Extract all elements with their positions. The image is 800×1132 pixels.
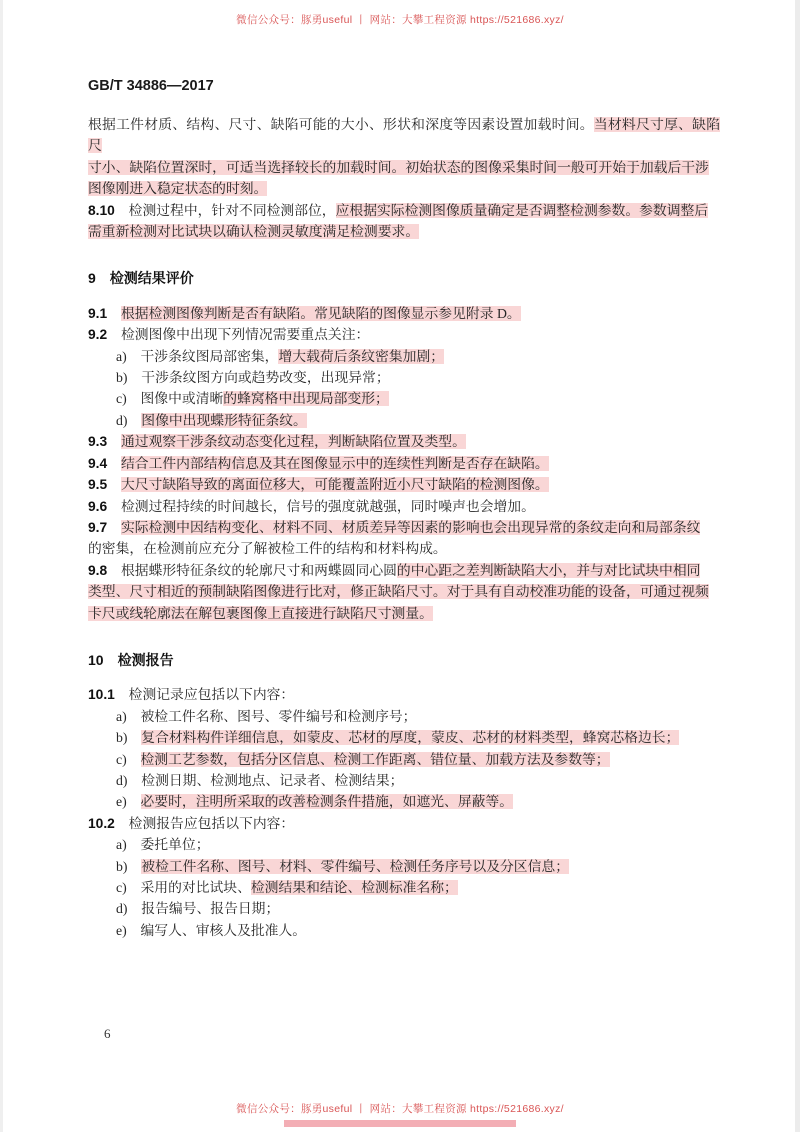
text-segment: 编写人、审核人及批准人。 (140, 922, 307, 938)
list-item (88, 791, 720, 812)
text-segment: 9.1 (88, 305, 121, 321)
text-segment: 的密集，在检测前应充分了解被检工件的结构和材料构成。 (88, 541, 447, 557)
text-segment: 采用的对比试块、 (140, 880, 251, 895)
highlighted-text: 当材料尺寸厚、缺陷尺 (88, 117, 721, 154)
text-segment: 9.3 (88, 434, 121, 450)
highlighted-text: 根据检测图像判断是否有缺陷。常见缺陷的图像显示参见附录 D。 (120, 305, 521, 321)
text-segment: c) (116, 751, 141, 767)
list-item (88, 877, 720, 898)
text-line (116, 834, 720, 855)
list-item (88, 834, 720, 855)
text-line (88, 157, 720, 178)
list-item (88, 920, 720, 941)
text-segment: e) (116, 794, 141, 810)
text-line (116, 920, 720, 941)
text-segment: c) (116, 880, 141, 895)
list-item (88, 367, 720, 388)
text-line (88, 324, 720, 345)
paragraph (88, 453, 720, 474)
list-item (88, 749, 720, 770)
highlighted-text: 的中心距之差判断缺陷大小，并与对比试块中相同 (396, 562, 701, 578)
paragraph (88, 324, 720, 345)
paragraph (88, 684, 720, 705)
text-segment: 9.8 (88, 562, 121, 578)
text-segment: 干涉条纹图方向或趋势改变，出现异常； (141, 370, 390, 386)
page-left-edge-shadow (0, 0, 3, 1132)
text-segment: 10.2 (88, 815, 129, 831)
list-item (88, 410, 720, 431)
text-line (88, 538, 720, 559)
doc-number: GB/T 34886—2017 (88, 78, 214, 94)
text-segment: c) (116, 391, 141, 407)
text-segment: 检测记录应包括以下内容： (128, 687, 295, 703)
page-right-edge-shadow (795, 0, 800, 1132)
text-line (88, 221, 720, 242)
highlighted-text: 检测工艺参数，包括分区信息、检测工作距离、错位量、加载方法及参数等； (140, 751, 610, 767)
text-segment: 检测过程中，针对不同检测部位， (128, 202, 336, 218)
text-segment: b) (116, 370, 142, 386)
text-segment: 9.4 (88, 455, 121, 471)
text-line (88, 496, 720, 517)
highlighted-text: 需重新检测对比试块以确认检测灵敏度满足检测要求。 (88, 224, 420, 240)
text-segment: 根据工件材质、结构、尺寸、缺陷可能的大小、形状和深度等因素设置加载时间。 (88, 117, 594, 132)
text-line (88, 431, 720, 452)
text-segment: 干涉条纹图局部密集， (140, 348, 279, 364)
text-segment: 检测图像中出现下列情况需要重点关注： (120, 327, 370, 343)
section-heading: 10 检测报告 (88, 651, 174, 668)
text-line (116, 346, 720, 367)
text-segment: 9.5 (88, 477, 121, 493)
list-item (88, 898, 720, 919)
highlighted-text: 寸小、缺陷位置深时，可适当选择较长的加载时间。初始状态的图像采集时间一般可开始于加载后干涉 (88, 159, 709, 175)
highlighted-text: 的蜂窝格中出现局部变形； (223, 391, 389, 407)
text-segment: d) (116, 412, 142, 428)
highlighted-text: 实际检测中因结构变化、材料不同、材质差异等因素的影响也会出现异常的条纹走向和局部条纹 (120, 519, 701, 535)
highlighted-text: 通过观察干涉条纹动态变化过程，判断缺陷位置及类型。 (120, 434, 466, 450)
highlighted-text: 检测结果和结论、检测标准名称； (250, 880, 458, 895)
paragraph (88, 496, 720, 517)
highlighted-text: 类型、尺寸相近的预制缺陷图像进行比对，修正缺陷尺寸。对于具有自动校准功能的设备，可通过视频 (88, 584, 709, 600)
text-line (88, 303, 720, 324)
text-line (116, 749, 720, 770)
text-segment: 9.7 (88, 519, 121, 535)
highlighted-text: 增大载荷后条纹密集加剧； (278, 348, 445, 364)
watermark-bottom: 微信公众号：豚勇useful 丨 网站：大攀工程资源 https://521686.xyz/ (236, 1103, 564, 1115)
page-number: 6 (104, 1026, 111, 1041)
footer-highlight-bar (284, 1120, 516, 1127)
list-item (88, 706, 720, 727)
text-line (88, 603, 720, 624)
text-line (116, 856, 720, 877)
text-line (88, 813, 720, 834)
text-segment: 被检工件名称、图号、零件编号和检测序号； (140, 708, 417, 724)
text-segment: 9.2 (88, 327, 121, 343)
text-line (88, 178, 720, 199)
highlighted-text: 大尺寸缺陷导致的离面位移大，可能覆盖附近小尺寸缺陷的检测图像。 (120, 477, 549, 493)
text-segment: 报告编号、报告日期； (141, 901, 280, 917)
highlighted-text: 被检工件名称、图号、材料、零件编号、检测任务序号以及分区信息； (141, 858, 569, 874)
text-segment: 检测报告应包括以下内容： (128, 815, 295, 831)
highlighted-text: 图像刚进入稳定状态的时刻。 (88, 181, 268, 197)
text-segment: e) (116, 922, 141, 938)
highlighted-text: 复合材料构件详细信息，如蒙皮、芯材的厚度，蒙皮、芯材的材料类型，蜂窝芯格边长； (141, 730, 680, 746)
text-line (116, 727, 720, 748)
paragraph (88, 200, 720, 243)
text-line (116, 410, 720, 431)
list-item (88, 346, 720, 367)
text-line (116, 706, 720, 727)
paragraph (88, 560, 720, 624)
text-segment: a) (116, 837, 141, 853)
paragraph (88, 474, 720, 495)
paragraph (88, 517, 720, 560)
text-line (116, 791, 720, 812)
text-line (88, 560, 720, 581)
text-line (88, 517, 720, 538)
text-line (88, 200, 720, 221)
text-segment: a) (116, 348, 141, 364)
document-body (88, 114, 720, 941)
text-segment: 委托单位； (140, 837, 210, 853)
text-line (88, 114, 720, 157)
paragraph (88, 813, 720, 834)
text-line (88, 581, 720, 602)
section-heading: 9 检测结果评价 (88, 270, 194, 287)
text-line (88, 453, 720, 474)
highlighted-text: 结合工件内部结构信息及其在图像显示中的连续性判断是否存在缺陷。 (120, 455, 549, 471)
text-line (116, 388, 720, 409)
text-segment: 检测过程持续的时间越长，信号的强度就越强，同时噪声也会增加。 (120, 498, 535, 514)
highlighted-text: 必要时，注明所采取的改善检测条件措施，如遮光、屏蔽等。 (140, 794, 514, 810)
text-segment: 图像中或清晰 (140, 391, 224, 407)
text-segment: 8.10 (88, 202, 129, 218)
paragraph (88, 303, 720, 324)
list-item (88, 856, 720, 877)
text-line (88, 684, 720, 705)
text-segment: b) (116, 858, 142, 874)
text-segment: a) (116, 708, 141, 724)
text-segment: 检测日期、检测地点、记录者、检测结果； (141, 772, 404, 788)
text-segment: d) (116, 901, 142, 917)
paragraph (88, 114, 720, 200)
watermark-top: 微信公众号：豚勇useful 丨 网站：大攀工程资源 https://521686.xyz/ (236, 14, 564, 26)
text-segment: 10.1 (88, 687, 129, 703)
text-segment: 9.6 (88, 498, 121, 514)
highlighted-text: 卡尺或线轮廓法在解包裹图像上直接进行缺陷尺寸测量。 (88, 605, 433, 621)
text-segment: 根据蝶形特征条纹的轮廓尺寸和两蝶圆同心圆 (120, 562, 397, 578)
highlighted-text: 应根据实际检测图像质量确定是否调整检测参数。参数调整后 (335, 202, 709, 218)
list-item (88, 727, 720, 748)
text-line (88, 474, 720, 495)
text-line (116, 898, 720, 919)
text-segment: b) (116, 730, 142, 746)
text-line (116, 367, 720, 388)
list-item (88, 388, 720, 409)
text-line (116, 877, 720, 898)
text-line (116, 770, 720, 791)
text-segment: d) (116, 772, 142, 788)
paragraph (88, 431, 720, 452)
list-item (88, 770, 720, 791)
highlighted-text: 图像中出现蝶形特征条纹。 (141, 412, 307, 428)
